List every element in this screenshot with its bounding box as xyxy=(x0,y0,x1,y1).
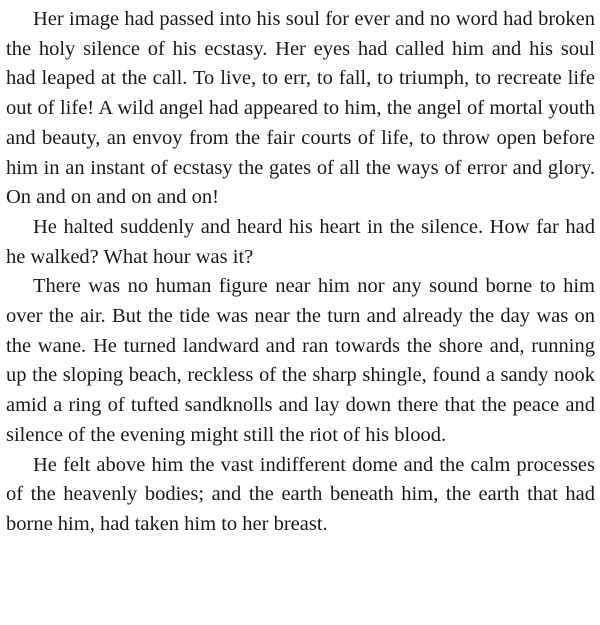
paragraph-3: There was no human figure near him nor any sound borne to him over the air. But the tide was near the turn and already the day was on the wane. He turned landward and ran towards the shore and, running up the sloping beach, reckless of the sharp shingle, found a sandy nook amid a ring of tufted sandknolls and lay down there that the peace and silence of the evening might still the riot of his blood. xyxy=(6,275,595,446)
paragraph-2: He halted suddenly and heard his heart in the silence. How far had he walked? What hour was it? xyxy=(6,215,595,268)
paragraph-4: He felt above him the vast indifferent dome and the calm processes of the heavenly bodies; and the earth beneath him, the earth that had borne him, had taken him to her breast. xyxy=(6,453,595,535)
paragraph-1: Her image had passed into his soul for ever and no word had broken the holy silence of his ecstasy. Her eyes had called him and his soul had leaped at the call. To live, to err, to fall, to triumph, to recreate life out of life! A wild angel had appeared to him, the angel of mortal youth and beauty, an envoy from the fair courts of life, to throw open before him in an instant of ecstasy the gates of all the ways of error and glory. On and on and on and on! xyxy=(6,8,595,209)
